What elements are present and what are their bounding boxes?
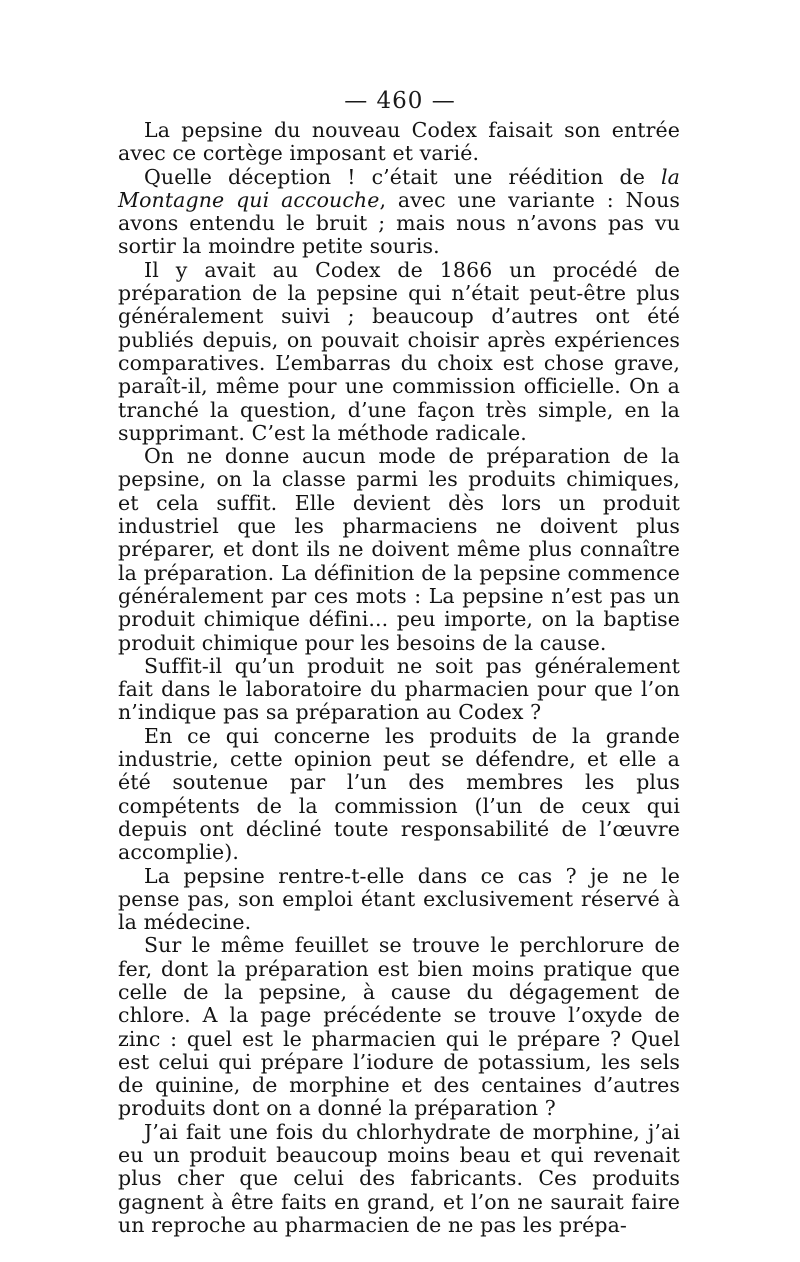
paragraph: J’ai fait une fois du chlorhydrate de morphine, j’ai eu un produit beaucoup moins beau et qui revenait plus cher que celui des fabricants. Ces produits gagnent à être faits en grand, et l’on ne saurait faire un reproche au pharmacien de ne pas les prépa-: [118, 1119, 680, 1237]
paragraph: En ce qui concerne les produits de la grande industrie, cette opinion peut se défendre, et elle a été soutenue par l’un des membres les plus compétents de la commission (l’un de ceux qui depuis ont décliné toute responsabilité de l’œuvre accomplie).: [118, 723, 680, 865]
paragraph: Suffit-il qu’un produit ne soit pas généralement fait dans le laboratoire du pharmacien pour que l’on n’indique pas sa préparation au Codex ?: [118, 653, 680, 725]
paragraph: La pepsine rentre-t-elle dans ce cas ? je ne le pense pas, son emploi étant exclusivement réservé à la médecine.: [118, 863, 680, 935]
paragraph: Sur le même feuillet se trouve le perchlorure de fer, dont la préparation est bien moins pratique que celle de la pepsine, à cause du dégagement de chlore. A la page précédente se trouve l’oxyde de zinc : quel est le pharmacien qui le prépare ? Quel est celui qui prépare l’iodure de potassium, les sels de quinine, de morphine et des centaines d’autres produits dont on a donné la préparation ?: [118, 933, 680, 1121]
paragraph-text: Quelle déception ! c’était une réédition de: [144, 164, 662, 189]
paragraph: [118, 166, 680, 259]
paragraph: On ne donne aucun mode de préparation de la pepsine, on la classe parmi les produits chimiques, et cela suffit. Elle devient dès lors un produit industriel que les pharmaciens ne doivent plus préparer, et dont ils ne doivent même plus connaître la préparation. La définition de la pepsine commence généralement par ces mots : La pepsine n’est pas un produit chimique défini... peu importe, on la baptise produit chimique pour les besoins de la cause.: [118, 444, 680, 655]
page-number: — 460 —: [344, 88, 456, 114]
paragraph: Il y avait au Codex de 1866 un procédé de préparation de la pepsine qui n’était peut-être plus généralement suivi ; beaucoup d’autres ont été publiés depuis, on pouvait choisir après expériences comparatives. L’embarras du choix est chose grave, paraît-il, même pour une commission officielle. On a tranché la question, d’une façon très simple, en la supprimant. C’est la méthode radicale.: [118, 257, 680, 445]
paragraph: La pepsine du nouveau Codex faisait son entrée avec ce cortège imposant et varié.: [118, 118, 680, 166]
body-text: [118, 119, 680, 1237]
paragraph-text: , avec une variante : Nous avons entendu le bruit ; mais nous n’avons pas vu sortir la moindre petite souris.: [118, 187, 681, 259]
italic-title: la Montagne qui accouche: [118, 164, 680, 212]
